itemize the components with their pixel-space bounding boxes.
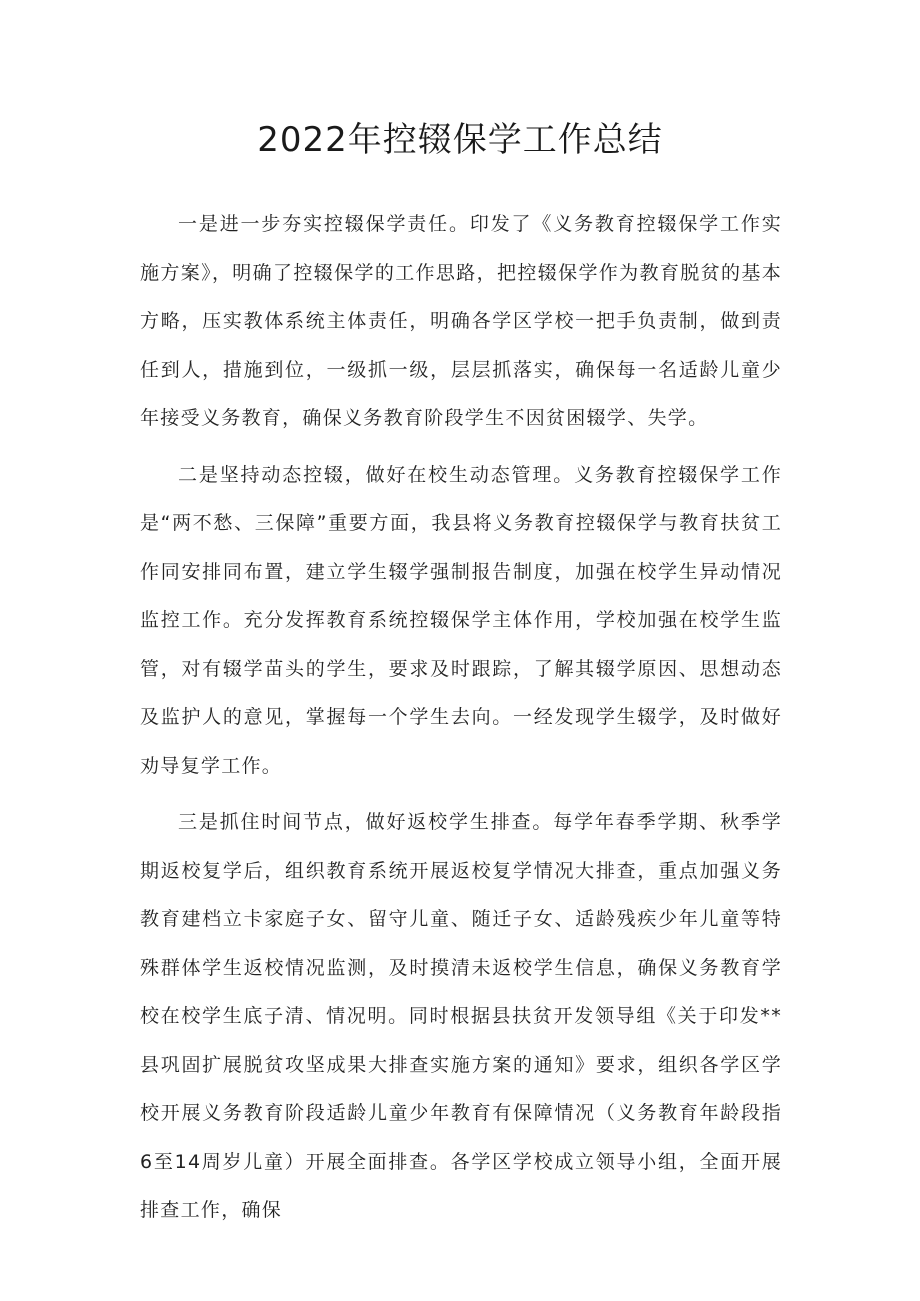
document-title: 2022年控辍保学工作总结 (257, 120, 663, 160)
paragraph-1: 一是进一步夯实控辍保学责任。印发了《义务教育控辍保学工作实施方案》，明确了控辍保学的工作思路，把控辍保学作为教育脱贫的基本方略，压实教体系统主体责任，明确各学区学校一把手负责制，做到责任到人，措施到位，一级抓一级，层层抓落实，确保每一名适龄儿童少年接受义务教育，确保义务教育阶段学生不因贫困辍学、失学。 (140, 213, 782, 429)
paragraph-3: 三是抓住时间节点，做好返校学生排查。每学年春季学期、秋季学期返校复学后，组织教育系统开展返校复学情况大排查，重点加强义务教育建档立卡家庭子女、留守儿童、随迁子女、适龄残疾少年儿童等特殊群体学生返校情况监测，及时摸清未返校学生信息，确保义务教育学校在校学生底子清、情况明。同时根据县扶贫开发领导组《关于印发**县巩固扩展脱贫攻坚成果大排查实施方案的通知》要求，组织各学区学校开展义务教育阶段适龄儿童少年教育有保障情况（义务教育年龄段指6至14周岁儿童）开展全面排查。各学区学校成立领导小组，全面开展排查工作，确保 (140, 811, 782, 1221)
paragraph-2: 二是坚持动态控辍，做好在校生动态管理。义务教育控辍保学工作是“两不愁、三保障”重要方面，我县将义务教育控辍保学与教育扶贫工作同安排同布置，建立学生辍学强制报告制度，加强在校学生异动情况监控工作。充分发挥教育系统控辍保学主体作用，学校加强在校学生监管，对有辍学苗头的学生，要求及时跟踪，了解其辍学原因、思想动态及监护人的意见，掌握每一个学生去向。一经发现学生辍学，及时做好劝导复学工作。 (140, 463, 782, 777)
document-body (140, 200, 782, 1243)
